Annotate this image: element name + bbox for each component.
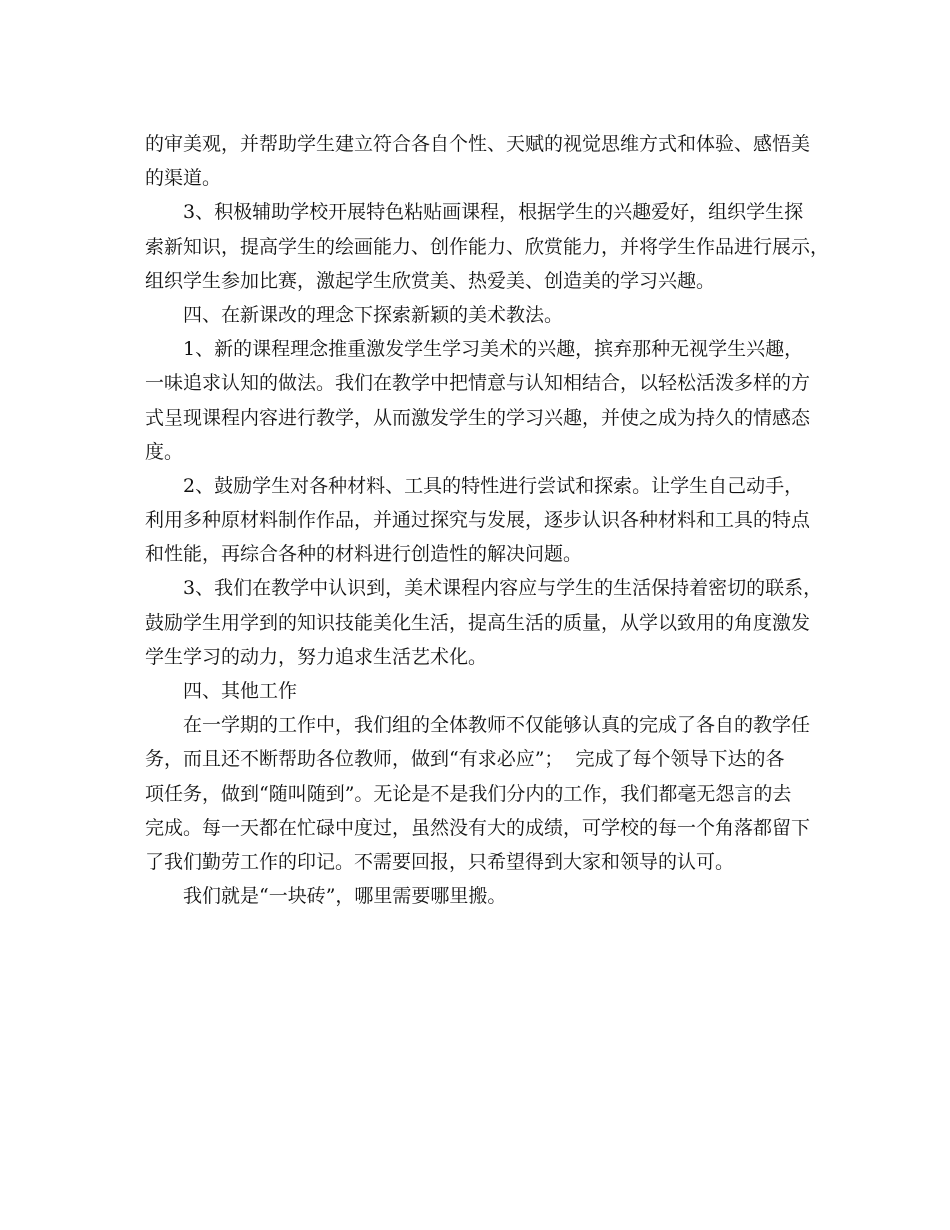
text-line-21: 完成。每一天都在忙碌中度过，虽然没有大的成绩，可学校的每一个角落都留下	[145, 816, 811, 839]
text-line-11: 2、鼓励学生对各种材料、工具的特性进行尝试和探索。让学生自己动手，	[183, 474, 804, 497]
text-line-8: 一味追求认知的做法。我们在教学中把情意与认知相结合，以轻松活泼多样的方	[145, 372, 811, 395]
text-line-13: 和性能，再综合各种的材料进行创造性的解决问题。	[145, 543, 583, 566]
section-heading-methods: 四、在新课改的理念下探索新颖的美术教法。	[183, 303, 564, 326]
text-line-19: 务，而且还不断帮助各位教师，做到“有求必应”； 完成了每个领导下达的各	[145, 748, 785, 771]
closing-line: 我们就是“一块砖”，哪里需要哪里搬。	[183, 885, 507, 908]
text-line-12: 利用多种原材料制作作品，并通过探究与发展，逐步认识各种材料和工具的特点	[145, 509, 811, 532]
text-line-16: 学生学习的动力，努力追求生活艺术化。	[145, 645, 488, 668]
text-line-9: 式呈现课程内容进行教学，从而激发学生的学习兴趣，并使之成为持久的情感态	[145, 406, 811, 429]
text-line-14: 3、我们在教学中认识到，美术课程内容应与学生的生活保持着密切的联系，	[183, 577, 823, 600]
text-line-3: 3、积极辅助学校开展特色粘贴画课程，根据学生的兴趣爱好，组织学生探	[183, 201, 804, 224]
document-body	[145, 127, 830, 913]
text-line-5: 组织学生参加比赛，激起学生欣赏美、热爱美、创造美的学习兴趣。	[145, 269, 716, 292]
text-line-15: 鼓励学生用学到的知识技能美化生活，提高生活的质量，从学以致用的角度激发	[145, 611, 811, 634]
text-line-7: 1、新的课程理念推重激发学生学习美术的兴趣，摈弃那种无视学生兴趣，	[183, 338, 804, 361]
text-line-10: 度。	[145, 440, 184, 463]
text-line-22: 了我们勤劳工作的印记。不需要回报，只希望得到大家和领导的认可。	[145, 850, 735, 873]
text-line-18: 在一学期的工作中，我们组的全体教师不仅能够认真的完成了各自的教学任	[183, 714, 811, 737]
text-line-20: 项任务，做到“随叫随到”。无论是不是我们分内的工作，我们都毫无怨言的去	[145, 782, 792, 805]
text-line-4: 索新知识，提高学生的绘画能力、创作能力、欣赏能力，并将学生作品进行展示，	[145, 235, 830, 258]
text-line-1: 的审美观，并帮助学生建立符合各自个性、天赋的视觉思维方式和体验、感悟美	[145, 133, 811, 155]
text-line-2: 的渠道。	[145, 167, 222, 190]
section-heading-other-work: 四、其他工作	[183, 680, 298, 702]
